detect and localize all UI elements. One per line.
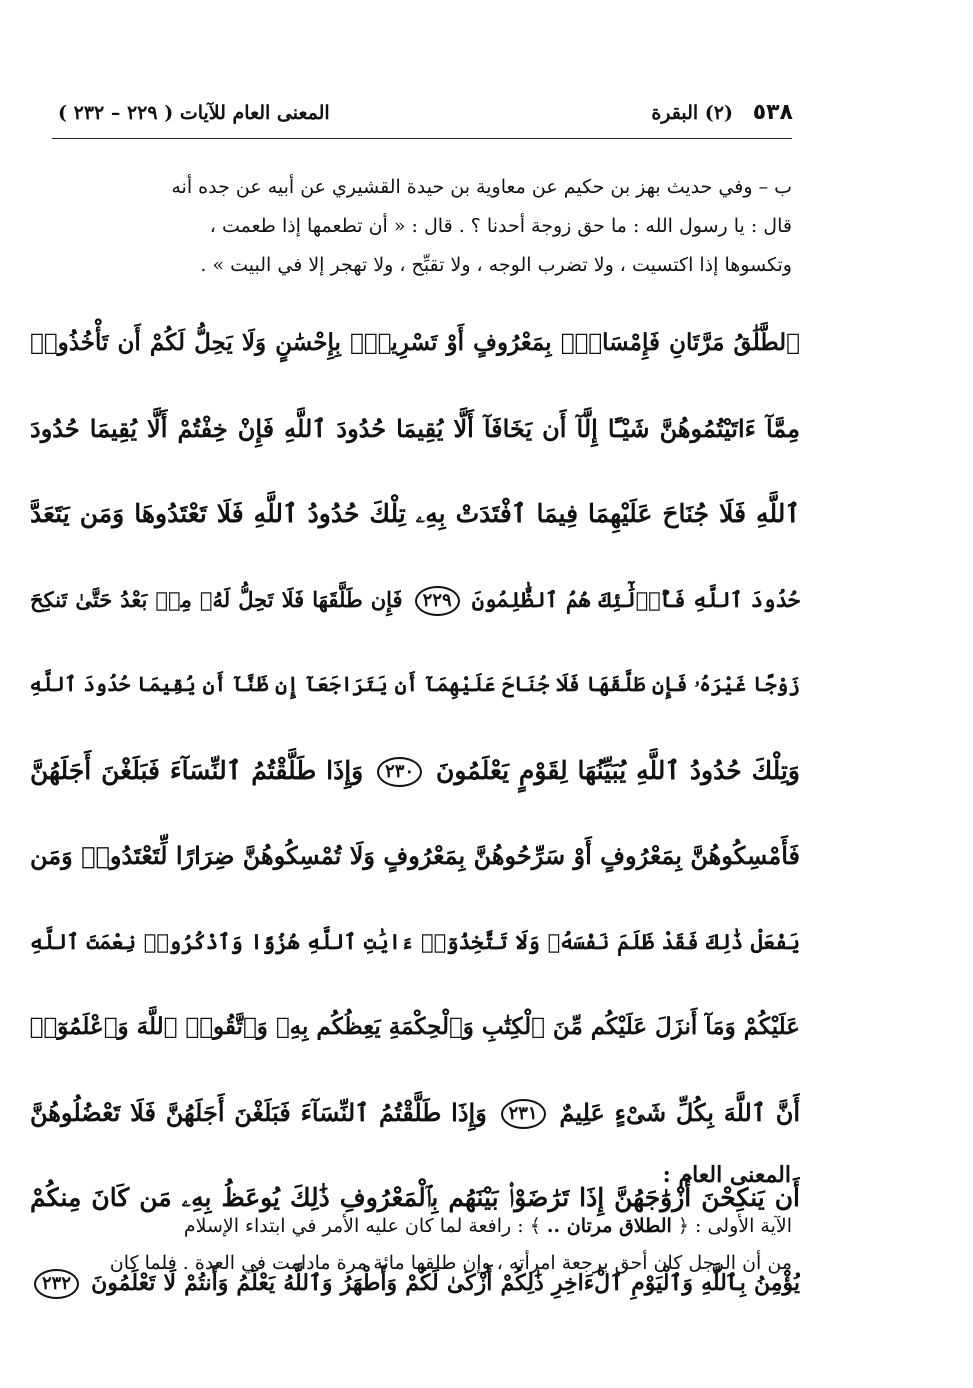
quran-line: مِمَّآ ءَاتَيْتُمُوهُنَّ شَيْـًٔا إِلَّآ أَن يَخَافَآ أَلَّا يُقِيمَا حُدُودَ ٱللَّهِ فَإِنْ خِفْتُمْ أَلَّا يُقِيمَا حُدُودَ	[30, 413, 800, 443]
surah-name: (٢) البقرة	[651, 102, 733, 124]
quran-line: يَفْعَلْ ذَٰلِكَ فَقَدْ ظَلَمَ نَفْسَهُۥ وَلَا تَتَّخِذُوٓا۟ ءَايَٰتِ ٱللَّهِ هُزُوًا وَٱذْكُرُوا۟ نِعْمَتَ ٱللَّهِ	[30, 928, 800, 954]
hadith-line: ب – وفي حديث بهز بن حكيم عن معاوية بن حيدة القشيري عن أبيه عن جده أنه	[171, 176, 792, 198]
page-number: ٥٣٨	[752, 100, 793, 125]
meaning-paragraph	[40, 1208, 792, 1282]
quran-line: يُؤْمِنُ بِٱللَّهِ وَٱلْيَوْمِ ٱلْءَاخِرِ ذَٰلِكُمْ أَزْكَىٰ لَكُمْ وَأَطْهَرُ وَٱللَّهُ يَعْلَمُ وَأَنتُمْ لَا تَعْلَمُونَ ٢٣٢	[30, 1241, 800, 1327]
quran-line: حُدُودَ ٱللَّهِ فَأُو۟لَٰٓئِكَ هُمُ ٱلظَّٰلِمُونَ ٢٢٩ فَإِن طَلَّقَهَا فَلَا تَحِلُّ لَهُۥ مِنۢ بَعْدُ حَتَّىٰ تَنكِحَ	[30, 557, 800, 643]
meaning-heading: المعنى العام :	[662, 1162, 791, 1188]
quran-line: عَلَيْكُمْ وَمَآ أَنزَلَ عَلَيْكُم مِّنَ ٱلْكِتَٰبِ وَٱلْحِكْمَةِ يَعِظُكُم بِهِۦ وَٱتَّقُوا۟ ٱللَّهَ وَٱعْلَمُوٓا۟	[30, 1013, 800, 1040]
ayah-number-marker: ٢٢٩	[415, 586, 460, 616]
header-rule	[52, 138, 792, 139]
running-title: المعنى العام للآيات ( ٢٢٩ – ٢٣٢ )	[58, 102, 330, 124]
meaning-line: من أن الرجل كان أحق برجعة امرأته ، وإن طلقها مائة مرة مادامت في العدة . فلما كان	[109, 1252, 792, 1274]
ayah-number-marker: ٢٣٠	[377, 757, 422, 787]
quran-line: أَنَّ ٱللَّهَ بِكُلِّ شَىْءٍ عَلِيمٌ ٢٣١ وَإِذَا طَلَّقْتُمُ ٱلنِّسَآءَ فَبَلَغْنَ أَجَلَهُنَّ فَلَا تَعْضُلُوهُنَّ	[30, 1070, 800, 1156]
quran-line: وَتِلْكَ حُدُودُ ٱللَّهِ يُبَيِّنُهَا لِقَوْمٍ يَعْلَمُونَ ٢٣٠ وَإِذَا طَلَّقْتُمُ ٱلنِّسَآءَ فَبَلَغْنَ أَجَلَهُنَّ	[30, 728, 800, 814]
quran-line: أَن يَنكِحْنَ أَزْوَٰجَهُنَّ إِذَا تَرَٰضَوْا۟ بَيْنَهُم بِٱلْمَعْرُوفِ ذَٰلِكَ يُوعَظُ بِهِۦ مَن كَانَ مِنكُمْ	[30, 1183, 800, 1212]
quran-line: ٱللَّهِ فَلَا جُنَاحَ عَلَيْهِمَا فِيمَا ٱفْتَدَتْ بِهِۦ تِلْكَ حُدُودُ ٱللَّهِ فَلَا تَعْتَدُوهَا وَمَن يَتَعَدَّ	[30, 499, 800, 528]
hadith-paragraph	[40, 168, 792, 285]
quran-line: زَوْجًا غَيْرَهُۥ فَإِن طَلَّقَهَا فَلَا جُنَاحَ عَلَيْهِمَآ أَن يَتَرَاجَعَآ إِن ظَنَّآ أَن يُقِيمَا حُدُودَ ٱللَّهِ	[30, 672, 800, 696]
quran-line: فَأَمْسِكُوهُنَّ بِمَعْرُوفٍ أَوْ سَرِّحُوهُنَّ بِمَعْرُوفٍ وَلَا تُمْسِكُوهُنَّ ضِرَارًا لِّتَعْتَدُوا۟ وَمَن	[30, 841, 800, 870]
meaning-line: الآية الأولى : ﴿ الطلاق مرتان .. ﴾ : رافعة لما كان عليه الأمر في ابتداء الإسلام	[183, 1215, 792, 1237]
hadith-line: وتكسوها إذا اكتسيت ، ولا تضرب الوجه ، ولا تقبِّح ، ولا تهجر إلا في البيت » .	[200, 254, 792, 276]
quoted-phrase: الطلاق مرتان ..	[546, 1215, 672, 1237]
ayah-number-marker: ٢٣٢	[34, 1269, 79, 1299]
ayah-number-marker: ٢٣١	[501, 1099, 546, 1129]
quran-line: ٱلطَّلَٰقُ مَرَّتَانِ فَإِمْسَاكٌۢ بِمَعْرُوفٍ أَوْ تَسْرِيحٌۢ بِإِحْسَٰنٍ وَلَا يَحِلُّ لَكُمْ أَن تَأْخُذُوا۟	[30, 329, 800, 356]
hadith-line: قال : يا رسول الله : ما حق زوجة أحدنا ؟ . قال : « أن تطعمها إذا طعمت ،	[209, 215, 792, 237]
